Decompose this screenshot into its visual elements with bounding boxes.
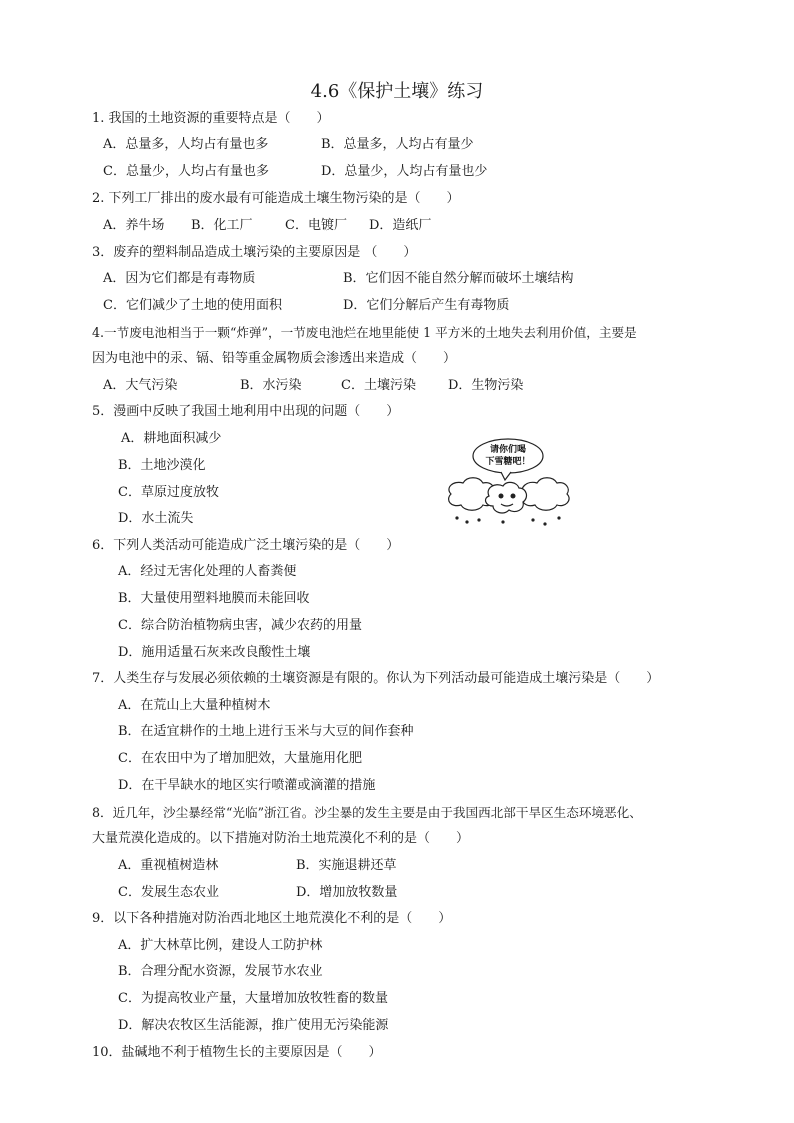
- question-6-stem: 6．下列人类活动可能造成广泛土壤污染的是（ ）: [92, 538, 400, 553]
- question-6-option-a: A．经过无害化处理的人畜粪便: [118, 564, 297, 579]
- question-9-option-c: C．为提高牧业产量，大量增加放牧牲畜的数量: [118, 991, 388, 1006]
- question-1-option-a: A．总量多，人均占有量也多: [103, 137, 269, 152]
- question-7-option-b: B．在适宜耕作的土地上进行玉米与大豆的间作套种: [118, 724, 414, 739]
- question-5-option-d: D．水土流失: [118, 511, 194, 526]
- question-9-stem: 9．以下各种措施对防治西北地区土地荒漠化不利的是（ ）: [92, 911, 452, 926]
- comic-drawing: [443, 436, 573, 531]
- question-1-stem: 1. 我国的土地资源的重要特点是（ ）: [92, 111, 330, 126]
- question-4-option-c: C．土壤污染: [341, 378, 416, 393]
- question-5-stem: 5．漫画中反映了我国土地利用中出现的问题（ ）: [92, 404, 400, 419]
- question-8-option-a: A．重视植树造林: [118, 858, 219, 873]
- question-5-option-c: C．草原过度放牧: [118, 485, 219, 500]
- question-5-option-b: B．土地沙漠化: [118, 458, 206, 473]
- question-1-option-d: D．总量少，人均占有量也少: [321, 164, 488, 179]
- comic-illustration: [443, 436, 573, 531]
- question-8-option-c: C．发展生态农业: [118, 885, 219, 900]
- question-8-option-d: D．增加放牧数量: [296, 885, 398, 900]
- question-3-option-a: A．因为它们都是有毒物质: [103, 271, 256, 286]
- question-2-option-c: C．电镀厂: [285, 218, 347, 233]
- question-8-stem-line-2: 大量荒漠化造成的。以下措施对防治土地荒漠化不利的是（ ）: [92, 831, 470, 846]
- question-3-option-c: C．它们减少了土地的使用面积: [103, 298, 282, 313]
- question-4-stem-line-1: 4.一节废电池相当于一颗“炸弹”，一节废电池烂在地里能使 1 平方米的土地失去利用价值，主要是: [92, 325, 637, 340]
- question-9-option-a: A．扩大林草比例，建设人工防护林: [118, 938, 323, 953]
- question-7-option-d: D．在干旱缺水的地区实行喷灌或滴灌的措施: [118, 778, 376, 793]
- question-1-option-b: B．总量多，人均占有量少: [321, 137, 474, 152]
- question-8-option-b: B．实施退耕还草: [296, 858, 397, 873]
- page-title: 4.6《保护土壤》练习: [310, 81, 484, 102]
- question-6-option-b: B．大量使用塑料地膜而未能回收: [118, 591, 310, 606]
- question-6-option-d: D．施用适量石灰来改良酸性土壤: [118, 645, 311, 660]
- question-10-stem: 10．盐碱地不利于植物生长的主要原因是（ ）: [92, 1045, 382, 1060]
- question-3-stem: 3．废弃的塑料制品造成土壤污染的主要原因是 （ ）: [92, 245, 417, 260]
- question-2-stem: 2. 下列工厂排出的废水最有可能造成土壤生物污染的是（ ）: [92, 191, 460, 206]
- question-9-option-d: D．解决农牧区生活能源，推广使用无污染能源: [118, 1018, 389, 1033]
- question-7-stem: 7．人类生存与发展必须依赖的土壤资源是有限的。你认为下列活动最可能造成土壤污染是（ ）: [92, 671, 660, 686]
- question-4-option-a: A．大气污染: [103, 378, 178, 393]
- question-2-option-a: A．养牛场: [103, 218, 165, 233]
- comic-speech-line-2: 下雪糖吧！: [485, 457, 531, 467]
- question-6-option-c: C．综合防治植物病虫害，减少农药的用量: [118, 618, 362, 633]
- question-4-option-b: B．水污染: [240, 378, 302, 393]
- comic-speech-line-1: 请你们喝: [489, 445, 527, 455]
- question-7-option-a: A．在荒山上大量种植树木: [118, 698, 271, 713]
- question-9-option-b: B．合理分配水资源，发展节水农业: [118, 964, 323, 979]
- question-5-option-a: A．耕地面积减少: [121, 431, 222, 446]
- question-4-option-d: D．生物污染: [448, 378, 524, 393]
- question-2-option-d: D．造纸厂: [369, 218, 432, 233]
- question-8-stem-line-1: 8．近几年，沙尘暴经常“光临”浙江省。沙尘暴的发生主要是由于我国西北部干旱区生态环境恶化、: [92, 805, 642, 820]
- question-7-option-c: C．在农田中为了增加肥效，大量施用化肥: [118, 751, 362, 766]
- question-1-option-c: C．总量少，人均占有量也多: [103, 164, 269, 179]
- question-2-option-b: B．化工厂: [191, 218, 253, 233]
- question-4-stem-line-2: 因为电池中的汞、镉、铅等重金属物质会渗透出来造成（ ）: [92, 351, 457, 366]
- question-3-option-b: B．它们因不能自然分解而破坏土壤结构: [343, 271, 574, 286]
- question-3-option-d: D．它们分解后产生有毒物质: [343, 298, 510, 313]
